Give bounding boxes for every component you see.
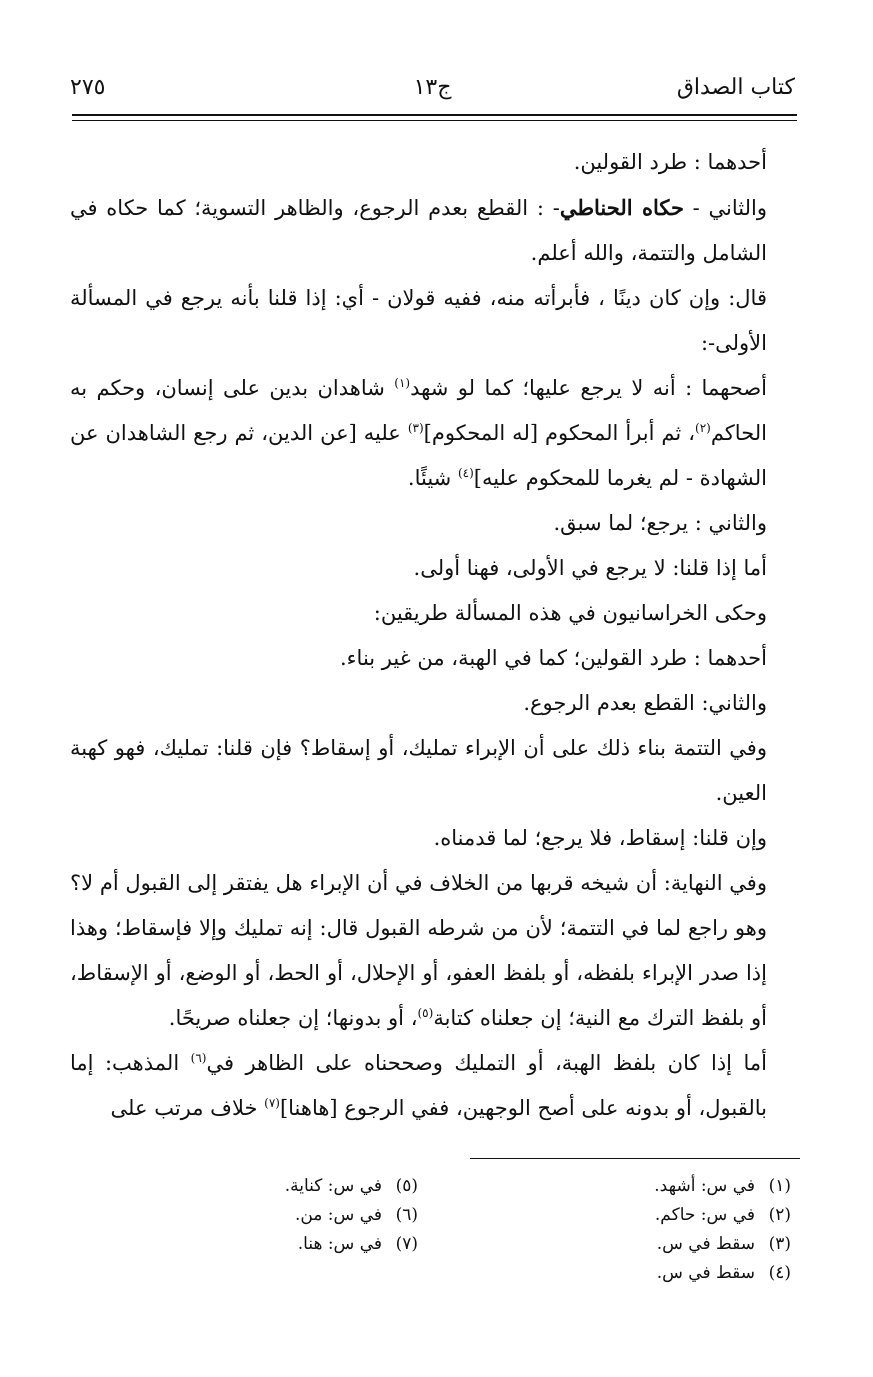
footnote-6: (٦)في س: من. bbox=[294, 1205, 418, 1225]
footnote-ref-2[interactable]: (٢) bbox=[695, 421, 711, 435]
paragraph-13: أما إذا كان بلفظ الهبة، أو التمليك وصححناه على الظاهر في$^{(٦)}$ المذهب: إما بالقبول، أو بدونه على أصح الوجهين، ففي الرجوع [هاهنا]$^{(٧)}$ خلاف مرتب على bbox=[70, 1051, 767, 1120]
header-rule-thick bbox=[72, 114, 797, 116]
paragraph-10: وفي التتمة بناء ذلك على أن الإبراء تمليك، أو إسقاط؟ فإن قلنا: تمليك، فهو كهبة العين. bbox=[70, 736, 767, 805]
header-rule-thin bbox=[72, 120, 797, 121]
paragraph-5: والثاني : يرجع؛ لما سبق. bbox=[553, 511, 767, 535]
footnote-ref-7[interactable]: (٧) bbox=[264, 1096, 280, 1110]
running-title: كتاب الصداق bbox=[676, 75, 795, 100]
main-text bbox=[70, 140, 797, 1131]
footnotes-column-left bbox=[198, 1172, 418, 1259]
footnote-4: (٤)سقط في س. bbox=[656, 1263, 791, 1283]
footnote-3: (٣)سقط في س. bbox=[656, 1234, 791, 1254]
paragraph-11: وإن قلنا: إسقاط، فلا يرجع؛ لما قدمناه. bbox=[433, 826, 767, 850]
footnote-ref-6[interactable]: (٦) bbox=[190, 1051, 207, 1065]
paragraph-7: وحكى الخراسانيون في هذه المسألة طريقين: bbox=[373, 601, 767, 625]
footnote-5: (٥)في س: كناية. bbox=[284, 1176, 418, 1196]
paragraph-2: والثاني - حكاه الحناطي- : القطع بعدم الرجوع، والظاهر التسوية؛ كما حكاه في الشامل والتتمة، والله أعلم. bbox=[70, 195, 767, 265]
paragraph-8: أحدهما : طرد القولين؛ كما في الهبة، من غير بناء. bbox=[340, 646, 767, 670]
page-header bbox=[70, 72, 795, 112]
paragraph-4: أصحهما : أنه لا يرجع عليها؛ كما لو شهد$^{(١)}$ شاهدان بدين على إنسان، وحكم به الحاكم$^{(٢)}$، ثم أبرأ المحكوم [له المحكوم]$^{(٣)}$ عليه [عن الدين، ثم رجع الشاهدان عن الشهادة - لم يغرما للمحكوم عليه]$^{(٤)}$ شيئًا. bbox=[70, 376, 767, 490]
footnote-ref-5[interactable]: (٥) bbox=[417, 1006, 434, 1020]
paragraph-9: والثاني: القطع بعدم الرجوع. bbox=[523, 691, 767, 715]
paragraph-1: أحدهما : طرد القولين. bbox=[573, 150, 767, 174]
bold-name: حكاه الحناطي bbox=[559, 195, 684, 220]
paragraph-6: أما إذا قلنا: لا يرجع في الأولى، فهنا أولى. bbox=[413, 556, 767, 580]
volume-label: ج١٣ bbox=[413, 75, 452, 100]
footnote-ref-3[interactable]: (٣) bbox=[407, 421, 424, 435]
footnotes-column-right bbox=[491, 1172, 791, 1288]
footnote-ref-4[interactable]: (٤) bbox=[457, 466, 474, 480]
footnote-separator bbox=[470, 1158, 800, 1159]
footnote-2: (٢)في س: حاكم. bbox=[654, 1205, 791, 1225]
footnote-ref-1[interactable]: (١) bbox=[394, 376, 411, 390]
footnote-7: (٧)في س: هنا. bbox=[297, 1234, 418, 1254]
paragraph-3: قال: وإن كان دينًا ، فأبرأته منه، ففيه قولان - أي: إذا قلنا بأنه يرجع في المسألة الأولى-: bbox=[70, 286, 767, 355]
footnote-1: (١)في س: أشهد. bbox=[654, 1176, 791, 1196]
page-number: ٢٧٥ bbox=[70, 75, 106, 100]
paragraph-12: وفي النهاية: أن شيخه قربها من الخلاف في أن الإبراء هل يفتقر إلى القبول أم لا؟ وهو راجع لما في التتمة؛ لأن من شرطه القبول قال: إنه تمليك وإلا فإسقاط؛ وهذا إذا صدر الإبراء بلفظه، أو بلفظ العفو، أو الإحلال، أو الحط، أو الوضع، أو الإسقاط، أو بلفظ الترك مع النية؛ إن جعلناه كتابة$^{(٥)}$، أو بدونها؛ إن جعلناه صريحًا. bbox=[70, 871, 767, 1030]
